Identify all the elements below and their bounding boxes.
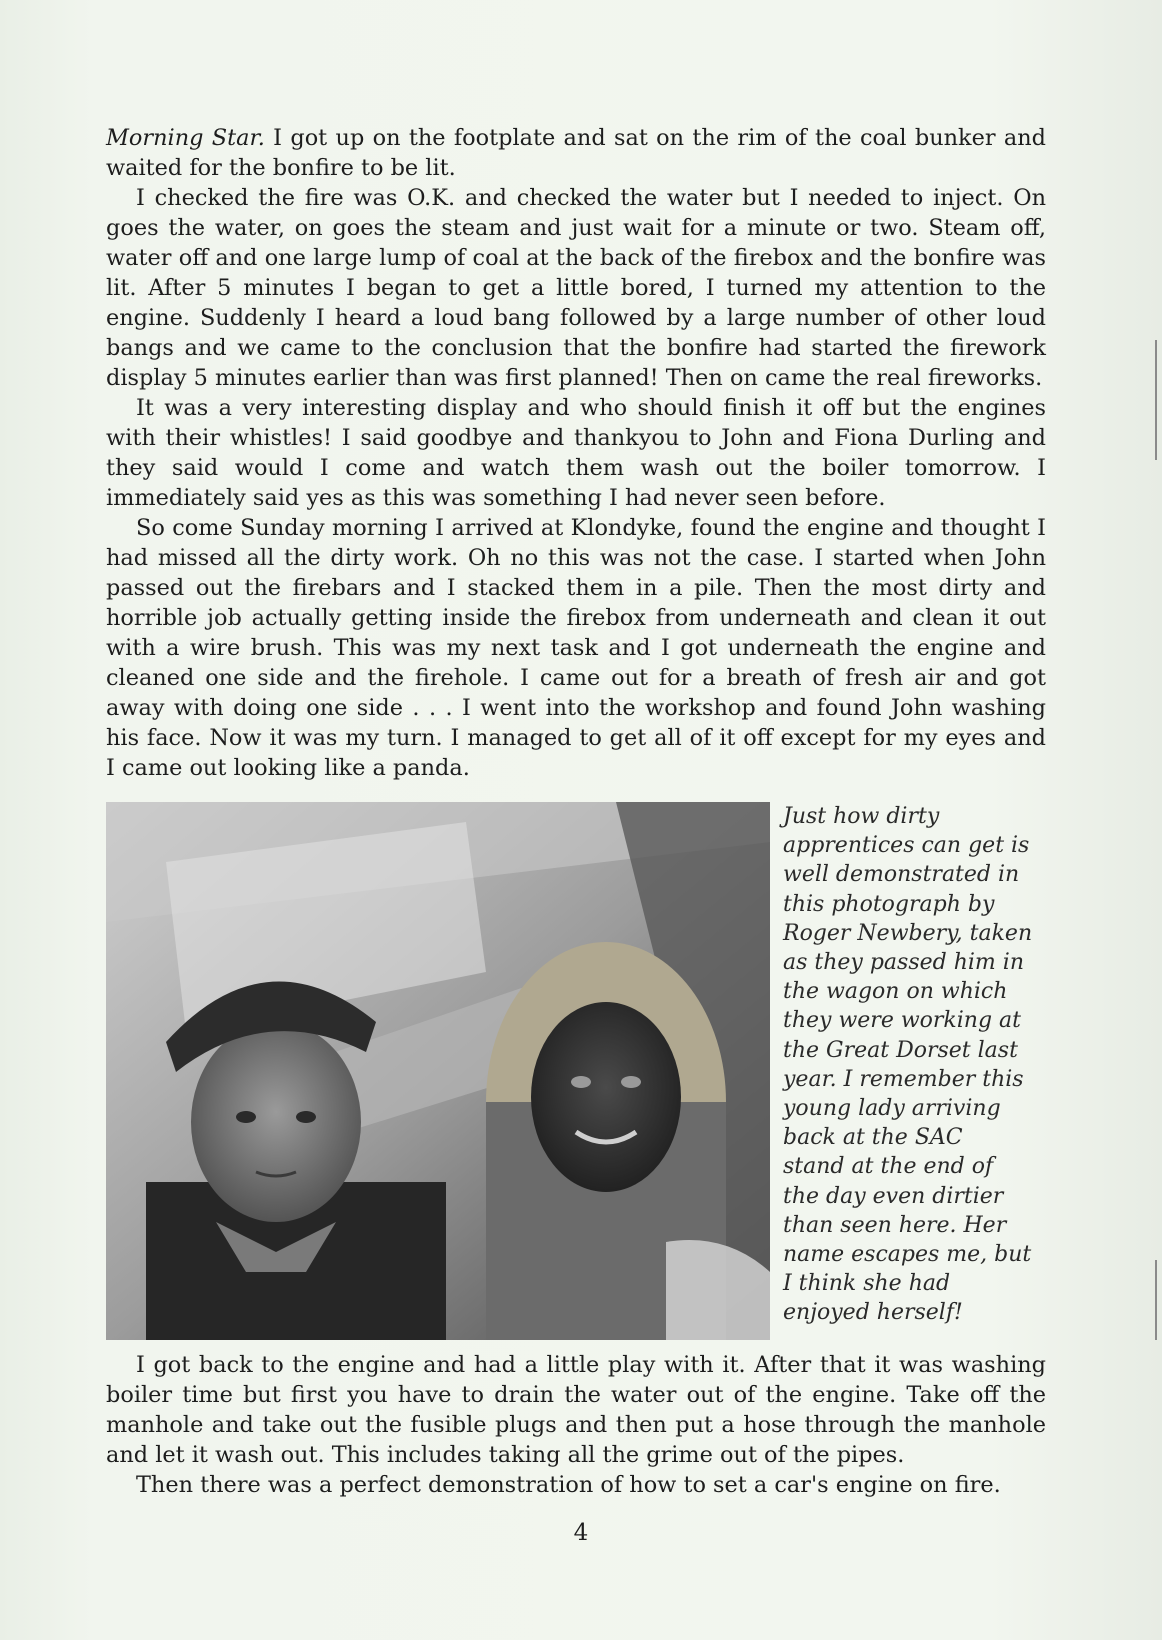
paragraph-text: I got up on the footplate and sat on the rim of the coal bunker and waited for the bonfire to be lit.: [106, 125, 1046, 181]
paragraph: It was a very interesting display and who should finish it off but the engines with their whistles! I said goodbye and thankyou to John and Fiona Durling and they said would I come and watch them wash out the boiler tomorrow. I immediately said yes as this was something I had never seen before.: [106, 395, 1046, 511]
caption-line: stand at the end of: [783, 1154, 994, 1180]
caption-line: this photograph by: [783, 891, 995, 917]
photo-caption: [783, 802, 1053, 1328]
caption-line: as they passed him in: [783, 950, 1024, 976]
paragraph: [106, 123, 1046, 183]
caption-line: enjoyed herself!: [783, 1300, 963, 1326]
caption-line: they were working at: [783, 1008, 1021, 1034]
paragraph: Then there was a perfect demonstration of how to set a car's engine on fire.: [136, 1472, 1001, 1498]
photograph-illustration: [106, 802, 770, 1340]
paragraph: I checked the fire was O.K. and checked the water but I needed to inject. On goes the water, on goes the steam and just wait for a minute or two. Steam off, water off and one large lump of coal at the back of the firebox and the bonfire was lit. After 5 minutes I began to get a little bored, I turned my attention to the engine. Suddenly I heard a loud bang followed by a large number of other loud bangs and we came to the conclusion that the bonfire had started the firework display 5 minutes earlier than was first planned! Then on came the real fireworks.: [106, 185, 1046, 391]
article-bottom-text: [106, 1350, 1046, 1500]
binding-edge-mark: [1155, 1260, 1157, 1340]
caption-line: the day even dirtier: [783, 1183, 1004, 1209]
caption-line: the wagon on which: [783, 979, 1008, 1005]
caption-line: apprentices can get is: [783, 833, 1030, 859]
page-number: 4: [573, 1520, 589, 1546]
caption-line: young lady arriving: [783, 1096, 1001, 1122]
paragraph: So come Sunday morning I arrived at Klondyke, found the engine and thought I had missed all the dirty work. Oh no this was not the case. I started when John passed out the firebars and I stacked them in a pile. Then the most dirty and horrible job actually getting inside the firebox from underneath and clean it out with a wire brush. This was my next task and I got underneath the engine and cleaned one side and the firehole. I came out for a breath of fresh air and got away with doing one side . . . I went into the workshop and found John washing his face. Now it was my turn. I managed to get all of it off except for my eyes and I came out looking like a panda.: [106, 515, 1046, 781]
caption-line: well demonstrated in: [783, 862, 1020, 888]
caption-line: Just how dirty: [783, 804, 940, 829]
caption-line: year. I remember this: [783, 1066, 1024, 1092]
caption-line: I think she had: [783, 1271, 951, 1297]
paragraph: I got back to the engine and had a little play with it. After that it was washing boiler time but first you have to drain the water out of the engine. Take off the manhole and take out the fusible plugs and then put a hose through the manhole and let it wash out. This includes taking all the grime out of the pipes.: [106, 1352, 1046, 1468]
article-top-text: [106, 123, 1046, 783]
photograph-apprentices: [106, 802, 770, 1340]
caption-line: back at the SAC: [783, 1125, 963, 1151]
caption-line: Roger Newbery, taken: [783, 920, 1033, 946]
caption-line: name escapes me, but: [783, 1242, 1032, 1268]
binding-edge-mark: [1155, 340, 1157, 460]
caption-line: the Great Dorset last: [783, 1037, 1018, 1063]
italic-lead: Morning Star.: [106, 125, 265, 151]
caption-line: than seen here. Her: [783, 1212, 1007, 1238]
